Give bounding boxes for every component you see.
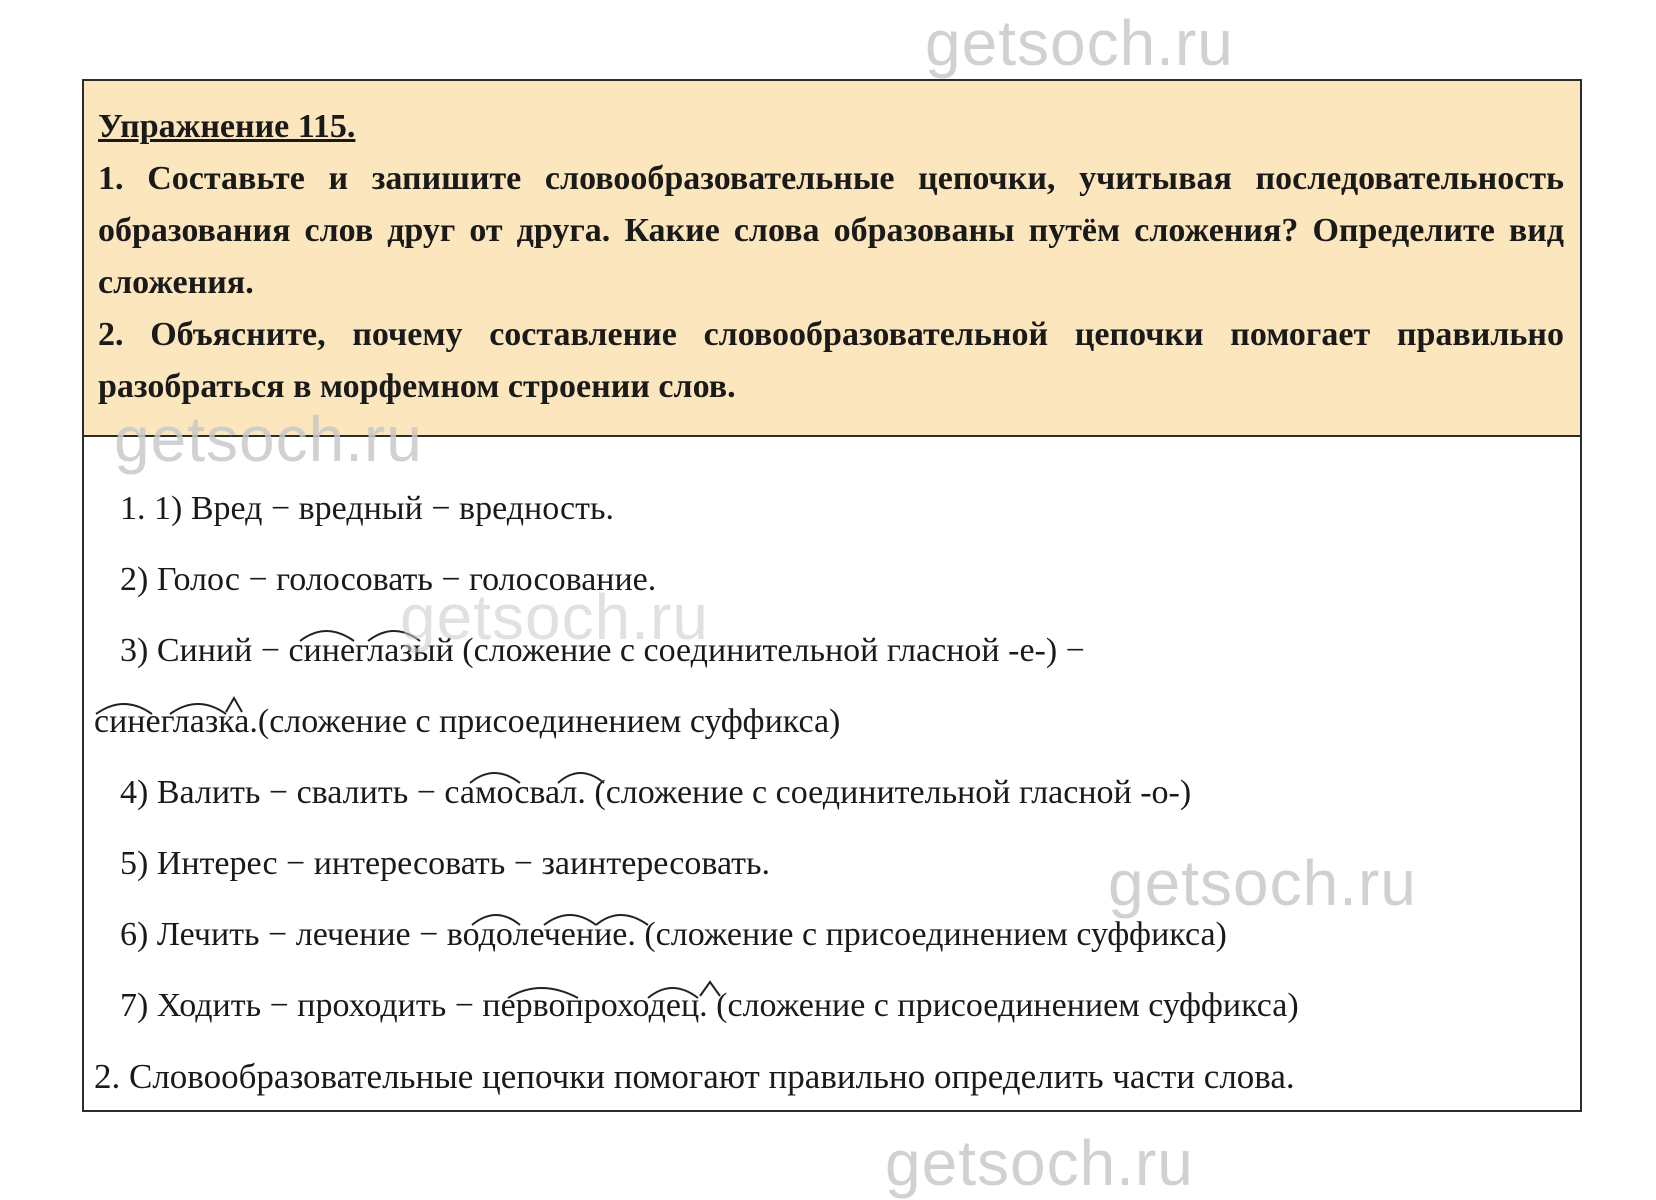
answer-line-6: 5) Интерес − интересовать − заинтересовать. (120, 845, 771, 882)
answer-line-2: 2) Голос − голосовать − голосование. (120, 561, 657, 598)
exercise-title: Упражнение 115. (98, 108, 356, 145)
answer-line-7-text: 6) Лечить − лечение − водолечение. (сложение с присоединением суффикса) (120, 916, 1227, 953)
watermark: getsoch.ru (925, 7, 1234, 79)
answer-line-1: 1. 1) Вред − вредный − вредность. (120, 490, 615, 527)
watermark: getsoch.ru (1108, 847, 1417, 919)
answer-line-3 (120, 615, 1570, 686)
answer-line-3-text: 3) Синий − синеглазый (сложение с соединительной гласной -е-) − (120, 632, 1085, 669)
watermark: getsoch.ru (885, 1127, 1194, 1199)
answer-line-4 (94, 686, 1570, 757)
root-arc-mark (470, 905, 670, 927)
root-arc-mark (506, 976, 756, 1000)
watermark: getsoch.ru (114, 403, 423, 475)
answer-line-4-text: синеглазка.(сложение с присоединением суффикса) (94, 703, 841, 740)
answer-line-8 (120, 970, 1570, 1041)
task-panel (84, 81, 1580, 437)
exercise-card (82, 79, 1582, 1112)
root-arc-mark (468, 763, 618, 785)
answer-line-5 (120, 757, 1570, 828)
answer-panel (84, 437, 1580, 1112)
answer-line-8-text: 7) Ходить − проходить − первопроходец. (сложение с присоединением суффикса) (120, 987, 1299, 1024)
root-arc-mark (94, 692, 274, 716)
answer-final: 2. Словообразовательные цепочки помогают правильно определить части слова. (94, 1057, 1295, 1096)
task-paragraph-2: 2. Объясните, почему составление словообразовательной цепочки помогает правильно разобраться в морфемном строении слов. (98, 316, 1564, 405)
task-paragraph-1: 1. Составьте и запишите словообразовательные цепочки, учитывая последовательность образования слов друг от друга. Какие слова образованы путём сложения? Определите вид сложения. (98, 160, 1564, 301)
answer-line-5-text: 4) Валить − свалить − самосвал. (сложение с соединительной гласной -о-) (120, 774, 1192, 811)
watermark: getsoch.ru (400, 581, 709, 653)
